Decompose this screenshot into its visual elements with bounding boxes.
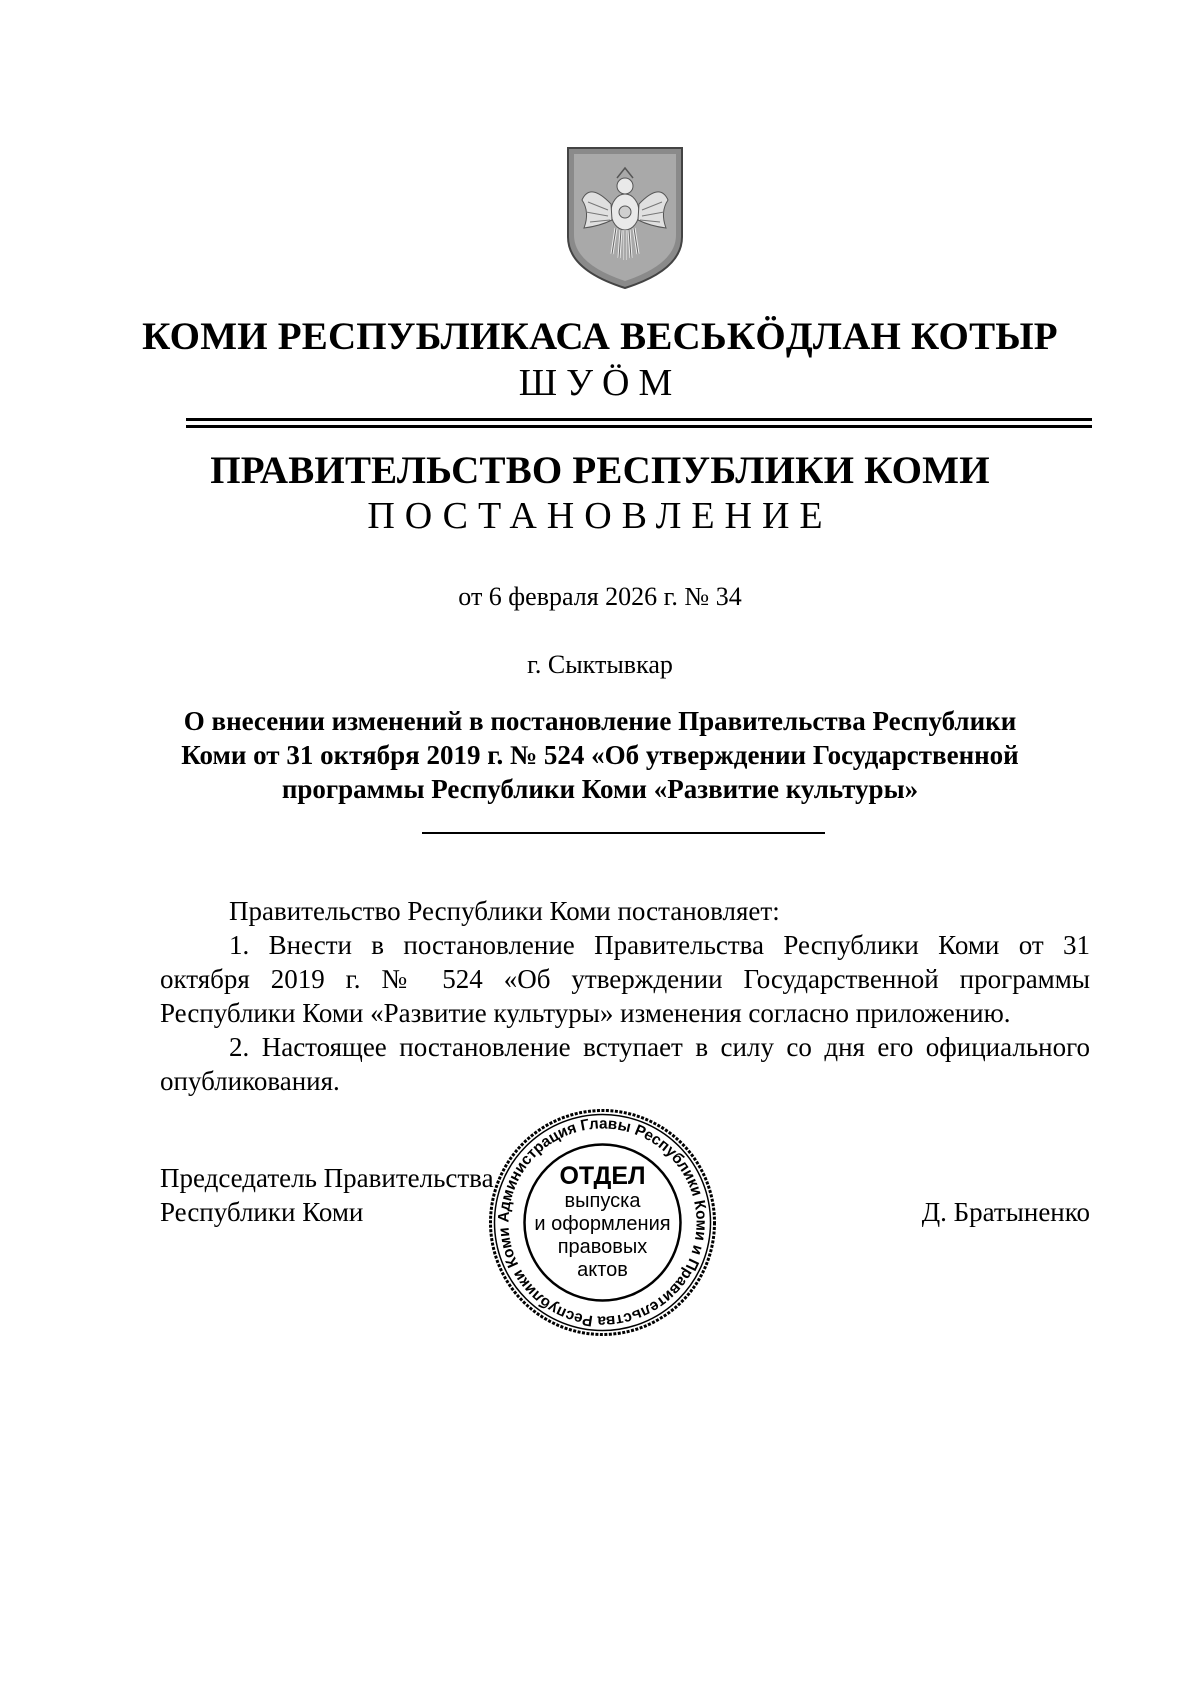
item-2-line: 2. Настоящее постановление вступает в силу со дня его официального bbox=[229, 1032, 1090, 1062]
item-1-line: Республики Коми «Развитие культуры» изменения согласно приложению. bbox=[160, 998, 1011, 1028]
signatory-name: Д. Братыненко bbox=[921, 1197, 1090, 1227]
official-stamp bbox=[485, 1105, 720, 1340]
header-rule-bottom bbox=[186, 425, 1092, 428]
item-2-line: опубликования. bbox=[160, 1066, 340, 1096]
signatory-position-line: Председатель Правительства bbox=[160, 1163, 494, 1193]
signatory-position-line: Республики Коми bbox=[160, 1197, 364, 1227]
document-date-number: от 6 февраля 2026 г. № 34 bbox=[458, 582, 742, 611]
document-title-line: Коми от 31 октября 2019 г. № 524 «Об утверждении Государственной bbox=[181, 740, 1019, 770]
stamp-center-line: ОТДЕЛ bbox=[559, 1162, 646, 1190]
stamp-center-line: и оформления bbox=[534, 1213, 671, 1235]
header-rule-top bbox=[186, 418, 1092, 421]
document-title-line: программы Республики Коми «Развитие культуры» bbox=[281, 774, 919, 804]
russian-government-title: ПРАВИТЕЛЬСТВО РЕСПУБЛИКИ КОМИ bbox=[210, 449, 990, 492]
stamp-center-line: выпуска bbox=[564, 1190, 641, 1212]
title-underline bbox=[422, 832, 825, 834]
russian-doc-type: ПОСТАНОВЛЕНИЕ bbox=[367, 495, 833, 537]
stamp-center-line: правовых bbox=[557, 1236, 648, 1258]
item-1-line: октября 2019 г. № 524 «Об утверждении Государственной программы bbox=[160, 964, 1090, 994]
stamp-ring-text: Администрация Главы Республики Коми и Правительства Республики Коми bbox=[495, 1115, 710, 1330]
coat-of-arms-emblem bbox=[560, 142, 690, 292]
komi-doc-type: ШУӦМ bbox=[518, 362, 682, 404]
document-title-line: О внесении изменений в постановление Правительства Республики bbox=[183, 706, 1017, 736]
komi-government-title: КОМИ РЕСПУБЛИКАСА ВЕСЬКӦДЛАН КОТЫР bbox=[142, 315, 1058, 358]
stamp-center-line: актов bbox=[577, 1259, 628, 1281]
item-1-line: 1. Внести в постановление Правительства Республики Коми от 31 bbox=[229, 930, 1090, 960]
document-city: г. Сыктывкар bbox=[527, 650, 673, 679]
preamble-text: Правительство Республики Коми постановляет: bbox=[229, 896, 780, 926]
